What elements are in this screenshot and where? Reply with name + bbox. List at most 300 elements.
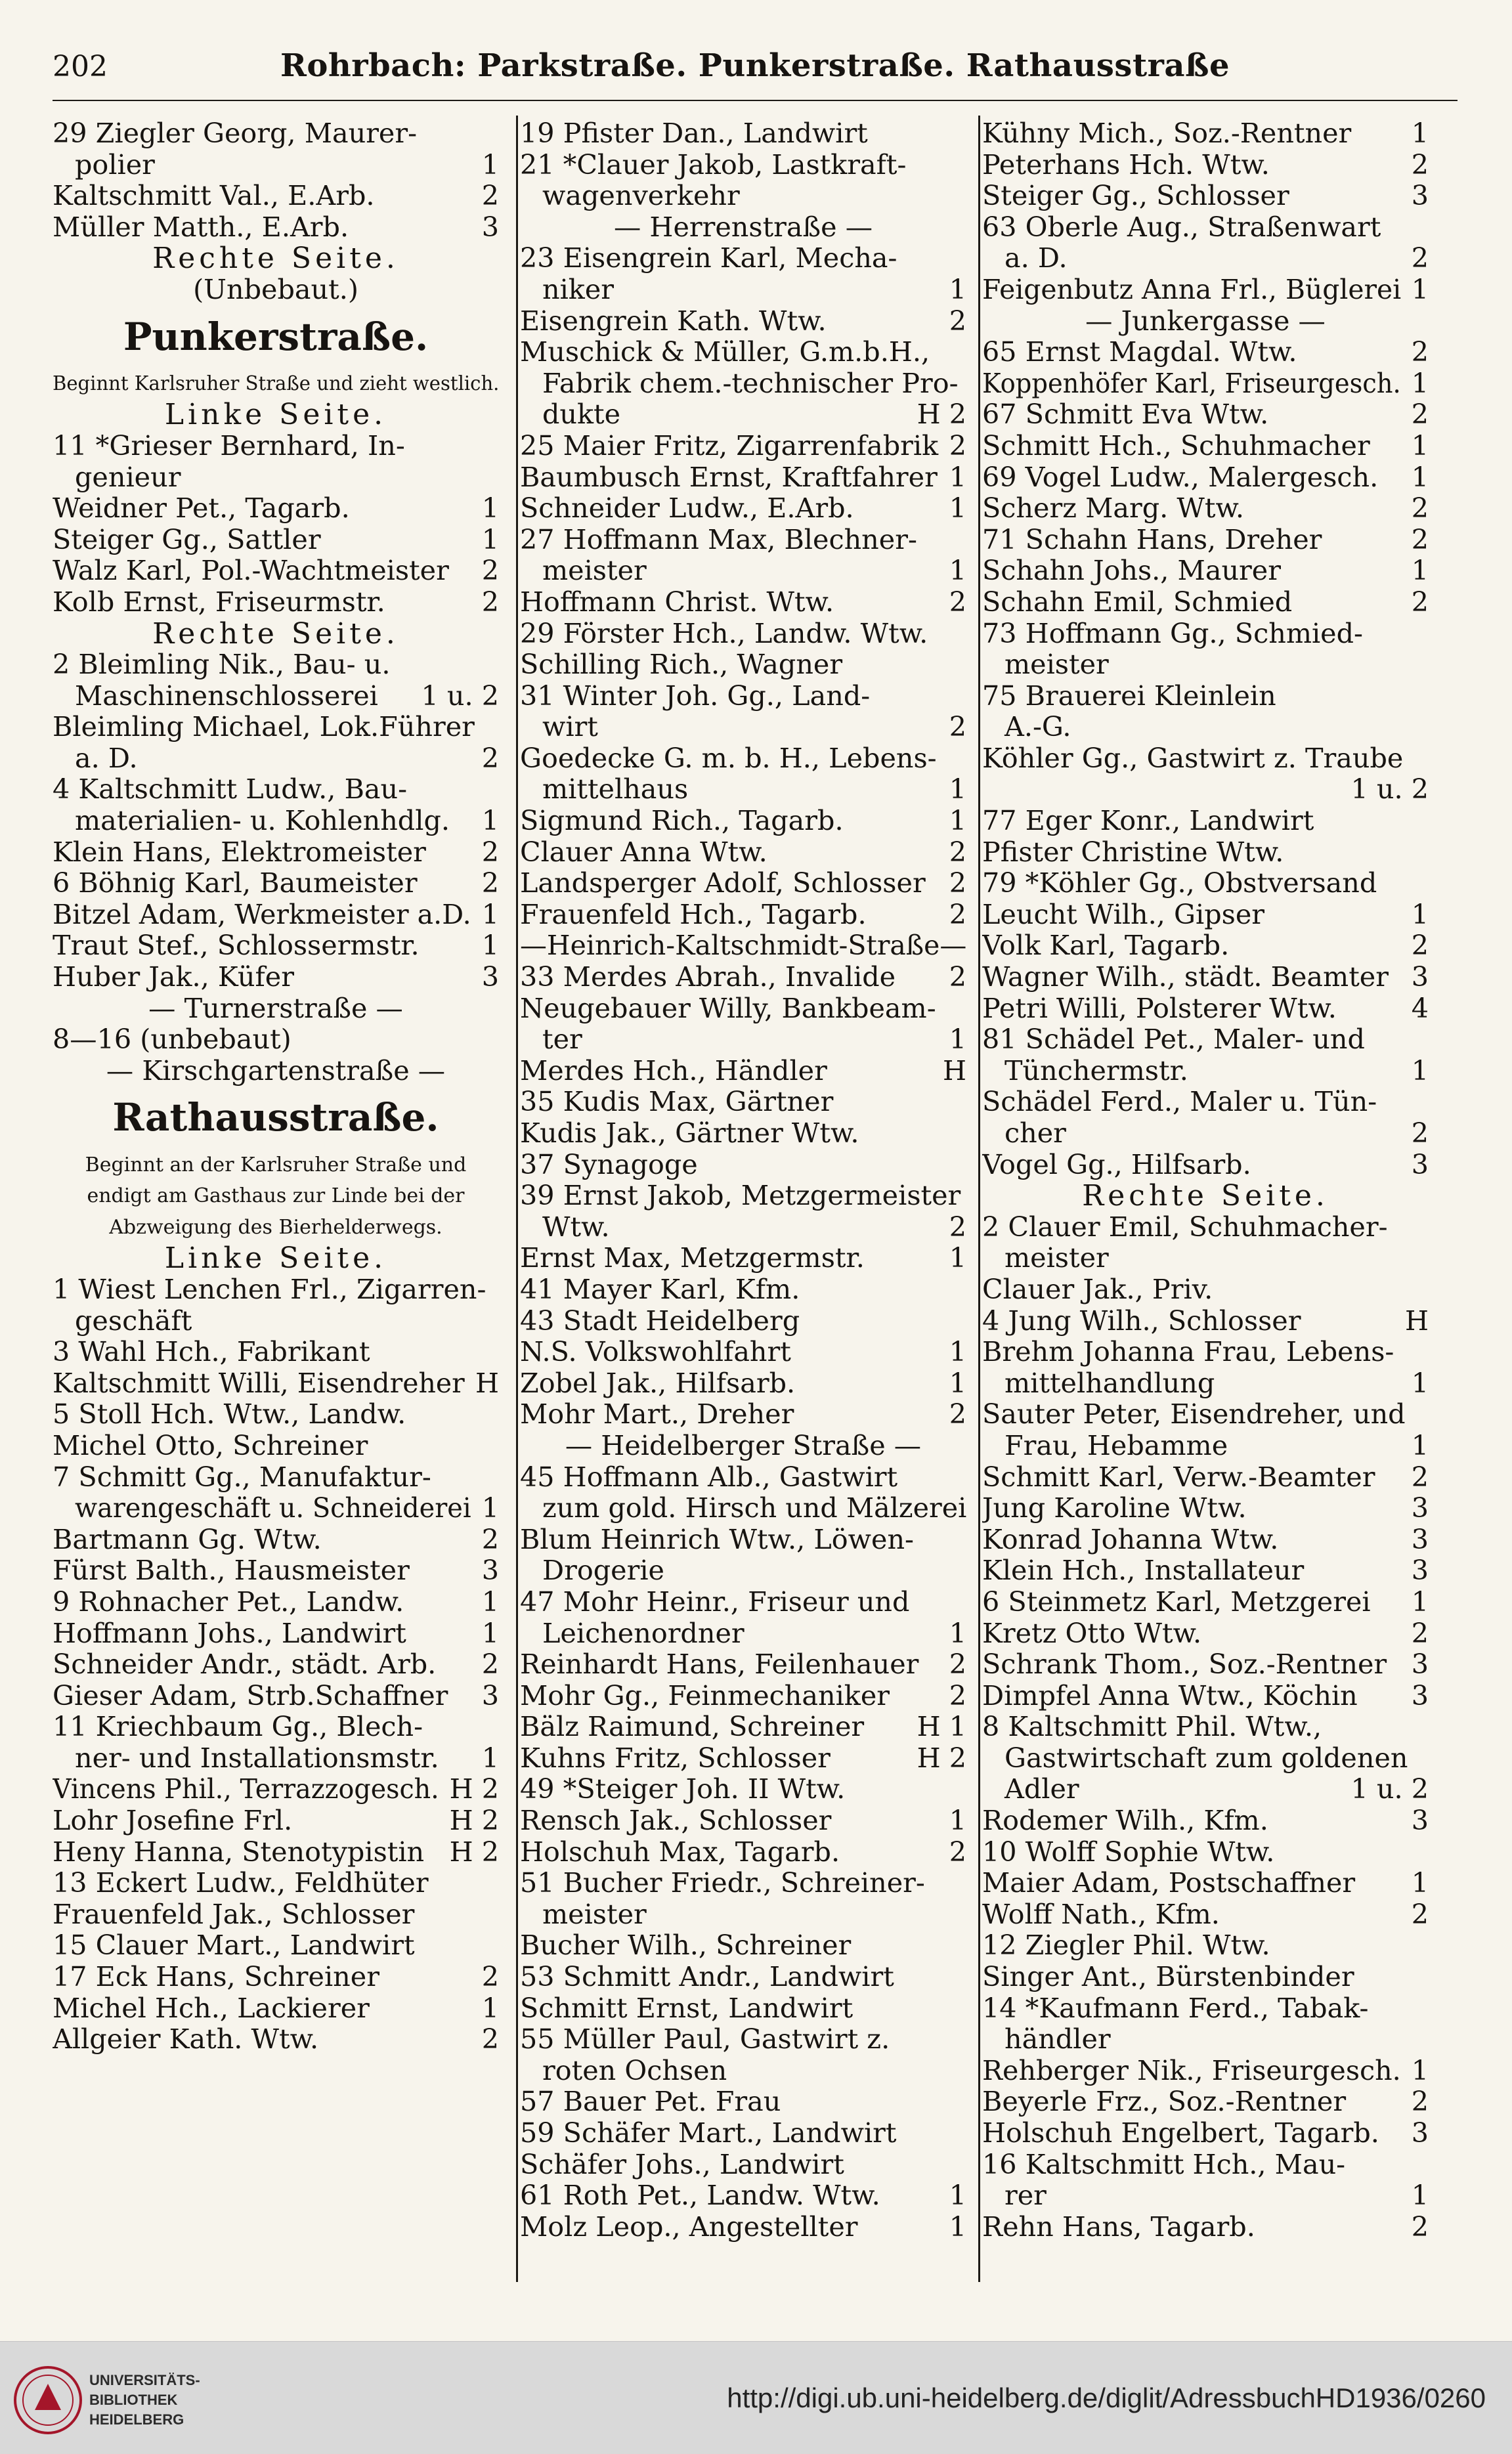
floor-number: 1: [949, 274, 966, 305]
entry-text: 71 Schahn Hans, Dreher: [982, 524, 1322, 555]
entry-text: Kaltschmitt Willi, Eisendreher: [53, 1367, 465, 1399]
directory-entry: [982, 2149, 1429, 2181]
floor-number: 1: [1411, 1367, 1429, 1399]
directory-entry: [520, 1180, 966, 1212]
directory-entry: [982, 1993, 1429, 2025]
footer-bar: [0, 2341, 1512, 2454]
entry-text: Bleimling Michael, Lok.Führer: [53, 712, 475, 743]
entry-text: wirt: [542, 712, 598, 743]
entry-text: Landsperger Adolf, Schlosser: [520, 868, 926, 899]
entry-text: N.S. Volkswohlfahrt: [520, 1337, 791, 1368]
entry-text: niker: [542, 274, 615, 305]
running-title: Rohrbach: Parkstraße. Punkerstraße. Rathausstraße: [280, 47, 1230, 84]
entry-text: Steiger Gg., Sattler: [53, 524, 321, 555]
entry-text: Zobel Jak., Hilfsarb.: [520, 1367, 796, 1399]
floor-number: 2: [1411, 2211, 1429, 2243]
entry-text: Traut Stef., Schlossermstr.: [53, 930, 420, 962]
directory-entry: [982, 431, 1429, 462]
directory-entry: [982, 1743, 1429, 1775]
entry-text: Schrank Thom., Soz.-Rentner: [982, 1649, 1387, 1681]
header-rule: [53, 100, 1458, 101]
entry-text: 81 Schädel Pet., Maler- und: [982, 1024, 1365, 1056]
floor-number: 2: [1411, 2086, 1429, 2118]
entry-text: Klein Hans, Elektromeister: [53, 836, 426, 868]
floor-number: 1: [949, 2211, 966, 2243]
entry-text: Schmitt Karl, Verw.-Beamter: [982, 1461, 1375, 1493]
entry-text: Holschuh Engelbert, Tagarb.: [982, 2118, 1379, 2149]
directory-entry: [982, 2086, 1429, 2118]
directory-entry: [982, 1087, 1429, 1118]
floor-number: 1 u. 2: [421, 680, 499, 712]
entry-text: Clauer Jak., Priv.: [982, 1274, 1213, 1305]
entry-text: 10 Wolff Sophie Wtw.: [982, 1836, 1275, 1868]
cross-street: [520, 930, 966, 962]
directory-entry: [982, 1868, 1429, 1899]
floor-number: 1: [1411, 899, 1429, 930]
directory-entry: [520, 1681, 966, 1712]
entry-text: Kühny Mich., Soz.-Rentner: [982, 118, 1352, 149]
entry-text: polier: [75, 149, 155, 181]
directory-entry: [520, 712, 966, 743]
entry-text: 69 Vogel Ludw., Malergesch.: [982, 462, 1379, 493]
floor-number: H 2: [449, 1836, 499, 1868]
entry-text: Gieser Adam, Strb.Schaffner: [53, 1680, 448, 1711]
directory-entry: [520, 1493, 966, 1524]
directory-entry: [520, 2118, 966, 2149]
directory-entry: [982, 1681, 1429, 1712]
floor-number: 2: [949, 305, 966, 337]
entry-text: Molz Leop., Angestellter: [520, 2211, 858, 2243]
entry-text: Schahn Johs., Maurer: [982, 555, 1281, 587]
directory-entry: [520, 837, 966, 869]
entry-text: Rehn Hans, Tagarb.: [982, 2211, 1255, 2243]
directory-entry: [53, 1868, 499, 1899]
floor-number: 1: [1411, 555, 1429, 587]
directory-entry: [982, 368, 1429, 400]
entry-text: Steiger Gg., Schlosser: [982, 181, 1289, 212]
entry-text: Koppenhöfer Karl, Friseurgesch.: [982, 368, 1401, 399]
floor-number: 1: [949, 555, 966, 587]
entry-text: Mohr Gg., Feinmechaniker: [520, 1680, 890, 1711]
floor-number: 1: [1411, 118, 1429, 149]
entry-text: Volk Karl, Tagarb.: [982, 930, 1230, 962]
directory-entry: [982, 1337, 1429, 1368]
entry-text: —Heinrich-Kaltschmidt-Straße—: [520, 930, 966, 962]
directory-entry: [520, 1555, 966, 1587]
library-name-line: BIBLIOTHEK: [89, 2392, 178, 2408]
entry-text: Weidner Pet., Tagarb.: [53, 493, 350, 525]
entry-text: 43 Stadt Heidelberg: [520, 1305, 800, 1337]
entry-text: Frauenfeld Hch., Tagarb.: [520, 899, 867, 930]
entry-text: — Junkergasse —: [1085, 305, 1326, 337]
floor-number: 3: [1411, 1149, 1429, 1180]
entry-text: Petri Willi, Polsterer Wtw.: [982, 993, 1337, 1024]
directory-entry: [982, 587, 1429, 618]
entry-text: 61 Roth Pet., Landw. Wtw.: [520, 2180, 880, 2212]
entry-text: Dimpfel Anna Wtw., Köchin: [982, 1680, 1358, 1711]
directory-entry: [982, 743, 1429, 775]
entry-text: Rensch Jak., Schlosser: [520, 1805, 832, 1837]
directory-entry: [520, 1868, 966, 1899]
directory-entry: [982, 1618, 1429, 1650]
directory-entry: [53, 1774, 499, 1805]
floor-number: 1: [481, 806, 499, 837]
directory-entry: [982, 150, 1429, 181]
directory-entry: [982, 1399, 1429, 1431]
directory-entry: [53, 930, 499, 962]
entry-text: dukte: [542, 399, 621, 431]
entry-text: Goedecke G. m. b. H., Lebens-: [520, 743, 937, 774]
entry-text: 23 Eisengrein Karl, Mecha-: [520, 243, 897, 274]
floor-number: 2: [481, 555, 499, 587]
directory-entry: [53, 806, 499, 837]
floor-number: H 2: [449, 1805, 499, 1837]
directory-entry: [520, 1993, 966, 2025]
entry-text: 57 Bauer Pet. Frau: [520, 2086, 781, 2118]
directory-entry: [53, 1962, 499, 1993]
cross-street: [982, 306, 1429, 337]
entry-text: 11 *Grieser Bernhard, In-: [53, 430, 405, 462]
directory-entry: [53, 555, 499, 587]
entry-text: Wtw.: [542, 1211, 610, 1243]
directory-entry: [520, 399, 966, 431]
entry-text: Fürst Balth., Hausmeister: [53, 1555, 410, 1587]
directory-entry: [982, 399, 1429, 431]
directory-entry: [520, 2086, 966, 2118]
floor-number: 1: [1411, 1868, 1429, 1899]
entry-text: Klein Hch., Installateur: [982, 1555, 1305, 1587]
directory-entry: [982, 118, 1429, 150]
directory-entry: [53, 1524, 499, 1556]
entry-text: 49 *Steiger Joh. II Wtw.: [520, 1774, 846, 1805]
street-description: [53, 1180, 499, 1212]
entry-text: Kaltschmitt Val., E.Arb.: [53, 181, 375, 212]
entry-text: roten Ochsen: [542, 2055, 727, 2086]
entry-text: Schneider Andr., städt. Arb.: [53, 1649, 437, 1681]
directory-entry: [982, 1118, 1429, 1150]
entry-text: 47 Mohr Heinr., Friseur und: [520, 1586, 910, 1618]
entry-text: Schäfer Johs., Landwirt: [520, 2149, 844, 2180]
directory-entry: [982, 212, 1429, 244]
directory-entry: [520, 1087, 966, 1118]
entry-text: materialien- u. Kohlenhdlg.: [75, 806, 450, 837]
entry-text: 79 *Köhler Gg., Obstversand: [982, 868, 1377, 899]
street-description: [53, 1150, 499, 1181]
entry-text: 75 Brauerei Kleinlein: [982, 680, 1276, 712]
entry-text: Tünchermstr.: [1004, 1055, 1188, 1087]
entry-text: 14 *Kaufmann Ferd., Tabak-: [982, 1992, 1369, 2024]
directory-entry: [520, 274, 966, 306]
floor-number: 2: [949, 1211, 966, 1243]
entry-text: Reinhardt Hans, Feilenhauer: [520, 1649, 919, 1681]
entry-text: 7 Schmitt Gg., Manufaktur-: [53, 1461, 431, 1493]
entry-text: 29 Ziegler Georg, Maurer-: [53, 118, 418, 149]
side-heading: [53, 399, 499, 431]
entry-text: 27 Hoffmann Max, Blechner-: [520, 524, 917, 555]
entry-text: Konrad Johanna Wtw.: [982, 1524, 1279, 1555]
entry-text: Beginnt Karlsruher Straße und zieht westlich.: [53, 372, 499, 395]
entry-text: 2 Bleimling Nik., Bau- u.: [53, 649, 391, 681]
directory-entry: [53, 1493, 499, 1524]
directory-entry: [982, 525, 1429, 556]
entry-text: ter: [542, 1024, 582, 1056]
floor-number: 1: [1411, 462, 1429, 493]
directory-entry: [520, 525, 966, 556]
entry-text: meister: [542, 1899, 647, 1930]
library-name: [89, 2371, 247, 2430]
entry-text: Abzweigung des Bierhelderwegs.: [109, 1215, 443, 1239]
directory-entry: [982, 555, 1429, 587]
entry-text: Gastwirtschaft zum goldenen: [1004, 1742, 1408, 1774]
directory-entry: [520, 681, 966, 712]
directory-entry: [982, 1462, 1429, 1494]
directory-entry: [520, 993, 966, 1025]
directory-entry: [982, 181, 1429, 212]
entry-text: 33 Merdes Abrah., Invalide: [520, 962, 896, 993]
entry-text: Michel Otto, Schreiner: [53, 1430, 368, 1461]
floor-number: 2: [481, 1524, 499, 1555]
entry-text: Lohr Josefine Frl.: [53, 1805, 293, 1837]
directory-entry: [982, 1899, 1429, 1931]
floor-number: 1: [481, 1586, 499, 1618]
entry-text: 11 Kriechbaum Gg., Blech-: [53, 1711, 423, 1743]
floor-number: 3: [1411, 1649, 1429, 1681]
directory-entry: [53, 181, 499, 212]
directory-entry: [520, 1118, 966, 1150]
entry-text: 3 Wahl Hch., Fabrikant: [53, 1337, 370, 1368]
directory-entry: [982, 2212, 1429, 2243]
entry-text: — Turnerstraße —: [148, 993, 403, 1024]
entry-text: Bitzel Adam, Werkmeister a.D.: [53, 899, 471, 930]
entry-text: 53 Schmitt Andr., Landwirt: [520, 1962, 894, 1993]
side-heading: [53, 618, 499, 650]
entry-text: Kudis Jak., Gärtner Wtw.: [520, 1118, 859, 1149]
directory-entry: [982, 618, 1429, 650]
floor-number: H: [1404, 1305, 1429, 1337]
directory-entry: [520, 2180, 966, 2212]
entry-text: Leucht Wilh., Gipser: [982, 899, 1265, 930]
directory-entry: [53, 1306, 499, 1337]
library-name-line: UNIVERSITÄTS-: [89, 2372, 200, 2388]
directory-entry: [520, 1243, 966, 1274]
directory-entry: [520, 1337, 966, 1368]
directory-entry: [982, 1774, 1429, 1805]
entry-text: Clauer Anna Wtw.: [520, 836, 767, 868]
directory-entry: [982, 774, 1429, 806]
directory-entry: [520, 493, 966, 525]
side-heading: [982, 1180, 1429, 1212]
cross-street: [520, 1431, 966, 1462]
floor-number: 2: [1411, 243, 1429, 274]
directory-entry: [520, 774, 966, 806]
floor-number: 2: [1411, 586, 1429, 618]
directory-entry: [53, 2024, 499, 2056]
floor-number: 2: [949, 868, 966, 899]
entry-text: 6 Steinmetz Karl, Metzgerei: [982, 1586, 1371, 1618]
entry-text: 4 Jung Wilh., Schlosser: [982, 1305, 1301, 1337]
floor-number: 1: [949, 2180, 966, 2212]
directory-entry: [982, 2180, 1429, 2212]
floor-number: 1: [481, 493, 499, 525]
entry-text: 8—16 (unbebaut): [53, 1024, 292, 1056]
entry-text: Frauenfeld Jak., Schlosser: [53, 1899, 415, 1930]
floor-number: 3: [1411, 1680, 1429, 1711]
street-description: [53, 1212, 499, 1243]
entry-text: Holschuh Max, Tagarb.: [520, 1836, 840, 1868]
floor-number: 3: [481, 962, 499, 993]
directory-entry: [982, 930, 1429, 962]
floor-number: 2: [949, 836, 966, 868]
entry-text: mittelhandlung: [1004, 1367, 1215, 1399]
floor-number: 1: [949, 1024, 966, 1056]
directory-entry: [982, 806, 1429, 837]
entry-text: 37 Synagoge: [520, 1149, 698, 1180]
entry-text: 67 Schmitt Eva Wtw.: [982, 399, 1269, 431]
floor-number: 1: [949, 493, 966, 525]
directory-entry: [520, 587, 966, 618]
entry-text: 4 Kaltschmitt Ludw., Bau-: [53, 774, 408, 806]
directory-entry: [520, 868, 966, 899]
source-url[interactable]: http://digi.ub.uni-heidelberg.de/diglit/AdressbuchHD1936/0260: [727, 2382, 1486, 2413]
directory-entry: [982, 1962, 1429, 1993]
floor-number: 1: [949, 774, 966, 806]
directory-entry: [520, 1399, 966, 1431]
entry-text: 55 Müller Paul, Gastwirt z.: [520, 2024, 890, 2056]
floor-number: 2: [481, 2024, 499, 2056]
entry-text: Punkerstraße.: [123, 314, 429, 359]
floor-number: 1: [1411, 368, 1429, 399]
floor-number: 2: [481, 181, 499, 212]
directory-entry: [982, 1524, 1429, 1556]
entry-text: Rechte Seite.: [1082, 1180, 1329, 1212]
entry-text: Hoffmann Christ. Wtw.: [520, 586, 834, 618]
entry-text: Vincens Phil., Terrazzogesch.: [53, 1774, 439, 1805]
floor-number: 2: [481, 1962, 499, 1993]
floor-number: 3: [1411, 181, 1429, 212]
floor-number: 1: [481, 1992, 499, 2024]
entry-text: Kuhns Fritz, Schlosser: [520, 1742, 831, 1774]
directory-entry: [53, 1618, 499, 1650]
floor-number: 1: [1411, 1055, 1429, 1087]
directory-entry: [53, 1993, 499, 2025]
floor-number: 1: [1411, 2180, 1429, 2212]
directory-entry: [53, 1337, 499, 1368]
cross-street: [53, 274, 499, 306]
entry-text: 2 Clauer Emil, Schuhmacher-: [982, 1211, 1388, 1243]
entry-text: 63 Oberle Aug., Straßenwart: [982, 211, 1381, 243]
entry-text: Mohr Mart., Dreher: [520, 1399, 794, 1431]
directory-entry: [982, 1805, 1429, 1837]
directory-entry: [53, 1711, 499, 1743]
floor-number: 3: [1411, 1524, 1429, 1555]
entry-text: 41 Mayer Karl, Kfm.: [520, 1274, 800, 1305]
directory-entry: [982, 1243, 1429, 1274]
directory-entry: [520, 1056, 966, 1087]
entry-text: Merdes Hch., Händler: [520, 1055, 827, 1087]
directory-entry: [520, 1930, 966, 1962]
entry-text: Fabrik chem.-technischer Pro-: [542, 368, 959, 399]
entry-text: Hoffmann Johs., Landwirt: [53, 1618, 406, 1649]
entry-text: Adler: [1004, 1774, 1079, 1805]
directory-entry: [982, 1368, 1429, 1400]
entry-text: Eisengrein Kath. Wtw.: [520, 305, 827, 337]
university-seal-icon: [12, 2364, 84, 2436]
directory-entry: [520, 1649, 966, 1681]
entry-text: cher: [1004, 1118, 1066, 1149]
floor-number: 2: [1411, 1618, 1429, 1649]
floor-number: 1: [949, 1337, 966, 1368]
entry-text: a. D.: [75, 743, 138, 774]
floor-number: 2: [481, 836, 499, 868]
entry-text: Sigmund Rich., Tagarb.: [520, 806, 844, 837]
entry-text: 8 Kaltschmitt Phil. Wtw.,: [982, 1711, 1322, 1743]
directory-entry: [520, 2149, 966, 2181]
directory-entry: [982, 962, 1429, 993]
directory-entry: [520, 1837, 966, 1868]
entry-text: 51 Bucher Friedr., Schreiner-: [520, 1868, 925, 1899]
directory-entry: [53, 1024, 499, 1056]
directory-entry: [982, 1274, 1429, 1306]
directory-entry: [520, 743, 966, 775]
floor-number: 2: [1411, 524, 1429, 555]
directory-entry: [53, 431, 499, 462]
entry-text: Kretz Otto Wtw.: [982, 1618, 1202, 1649]
directory-entry: [982, 1837, 1429, 1868]
entry-text: 39 Ernst Jakob, Metzgermeister: [520, 1180, 961, 1212]
entry-text: Jung Karoline Wtw.: [982, 1493, 1247, 1524]
directory-entry: [53, 837, 499, 869]
directory-entry: [982, 649, 1429, 681]
directory-entry: [53, 493, 499, 525]
entry-text: — Kirschgartenstraße —: [106, 1055, 446, 1087]
floor-number: 2: [949, 1399, 966, 1431]
entry-text: Heny Hanna, Stenotypistin: [53, 1836, 425, 1868]
entry-text: 16 Kaltschmitt Hch., Mau-: [982, 2149, 1346, 2180]
directory-entry: [982, 274, 1429, 306]
floor-number: 2: [1411, 1118, 1429, 1149]
directory-entry: [982, 712, 1429, 743]
directory-entry: [520, 243, 966, 274]
directory-entry: [520, 1212, 966, 1243]
directory-entry: [53, 1837, 499, 1868]
directory-entry: [520, 555, 966, 587]
entry-text: Ernst Max, Metzgermstr.: [520, 1243, 865, 1274]
directory-entry: [982, 2056, 1429, 2087]
directory-entry: [53, 962, 499, 993]
directory-entry: [982, 993, 1429, 1025]
entry-text: Bälz Raimund, Schreiner: [520, 1711, 865, 1743]
entry-text: Müller Matth., E.Arb.: [53, 211, 349, 243]
floor-number: 2: [1411, 493, 1429, 525]
floor-number: 2: [949, 712, 966, 743]
directory-entry: [53, 1899, 499, 1931]
directory-entry: [520, 1587, 966, 1618]
entry-text: Peterhans Hch. Wtw.: [982, 149, 1270, 181]
directory-entry: [520, 2024, 966, 2056]
cross-street: [53, 1056, 499, 1087]
entry-text: ner- und Installationsmstr.: [75, 1742, 439, 1774]
directory-entry: [53, 1743, 499, 1775]
directory-entry: [982, 1711, 1429, 1743]
entry-text: Rechte Seite.: [152, 618, 399, 650]
directory-entry: [520, 181, 966, 212]
directory-column-right: [982, 118, 1429, 2243]
directory-entry: [520, 1743, 966, 1775]
entry-text: 35 Kudis Max, Gärtner: [520, 1087, 834, 1118]
entry-text: Huber Jak., Küfer: [53, 962, 294, 993]
directory-entry: [53, 681, 499, 712]
entry-text: wagenverkehr: [542, 181, 740, 212]
